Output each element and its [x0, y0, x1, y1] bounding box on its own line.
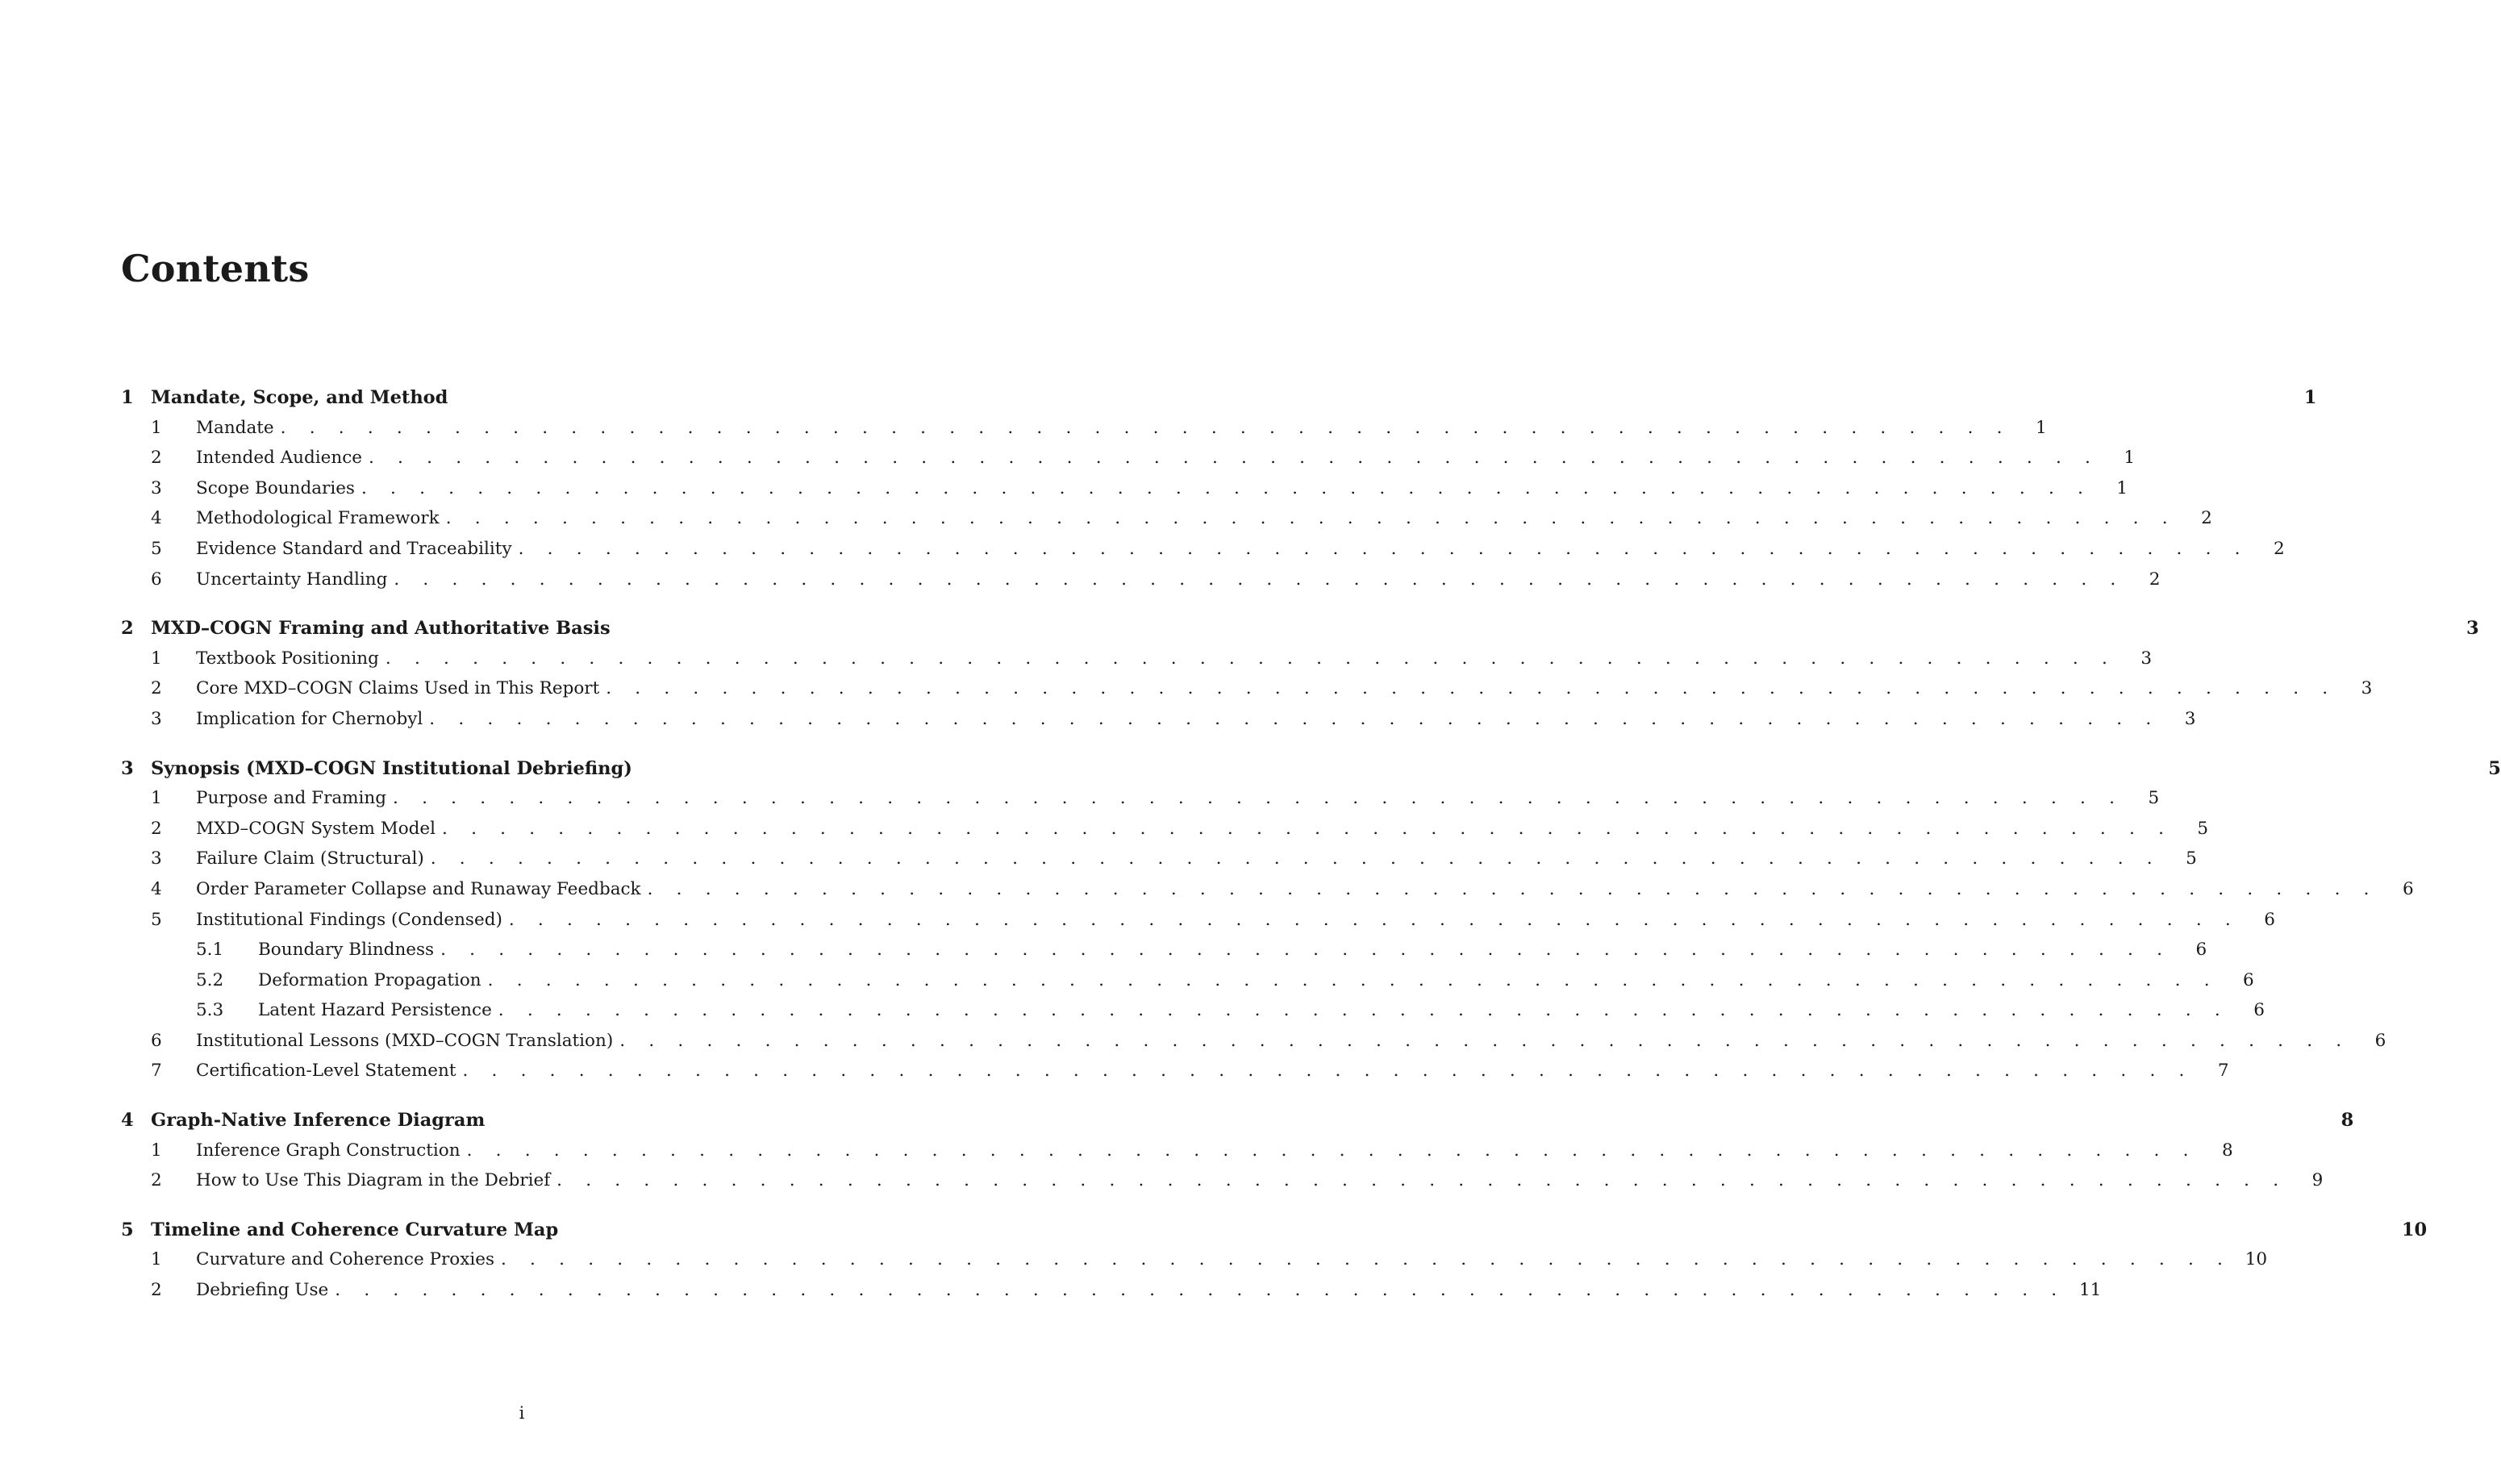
toc-subsection-entry[interactable]	[121, 940, 2207, 970]
entry-number: 4	[121, 1110, 134, 1132]
entry-title: Scope Boundaries	[196, 477, 355, 498]
dot-leader: . . . . . . . . . . . . . . . . . . . . . . . . . . . . . . . . . . . . . . . . . . . . . . . . . . . . . . . . . . . .	[361, 477, 2093, 498]
dot-leader: . . . . . . . . . . . . . . . . . . . . . . . . . . . . . . . . . . . . . . . . . . . . . . . . . . . . . . . . . . . .	[487, 969, 2219, 990]
entry-number: 2	[151, 818, 162, 839]
toc-section-entry[interactable]	[121, 1280, 2102, 1311]
entry-number: 1	[151, 648, 162, 669]
entry-number: 3	[151, 848, 162, 869]
entry-page-number: 6	[2253, 1000, 2265, 1021]
toc-section-entry[interactable]	[121, 648, 2152, 679]
dot-leader: . . . . . . . . . . . . . . . . . . . . . . . . . . . . . . . . . . . . . . . . . . . . . . . . . . . . . . . . . . . .	[430, 848, 2161, 869]
toc-section-entry[interactable]	[121, 788, 2160, 819]
entry-number: 5.2	[196, 969, 224, 990]
toc-chapter-block	[121, 1219, 2428, 1311]
toc-chapter-block	[121, 618, 2479, 739]
entry-page-number: 5	[2186, 848, 2197, 869]
entry-page-number: 6	[2243, 969, 2254, 990]
entry-title: Latent Hazard Persistence	[258, 1000, 492, 1021]
entry-title: Synopsis (MXD–COGN Institutional Debriefing)	[151, 757, 632, 779]
entry-page-number: 5	[2197, 818, 2209, 839]
entry-number: 4	[151, 508, 162, 529]
entry-page-number: 6	[2195, 940, 2207, 961]
entry-page-number: 11	[2078, 1280, 2102, 1301]
toc-section-entry[interactable]	[121, 1140, 2233, 1171]
entry-page-number: 8	[2341, 1110, 2354, 1132]
toc-subsection-entry[interactable]	[121, 969, 2254, 1001]
entry-number: 6	[151, 1030, 162, 1051]
toc-section-entry[interactable]	[121, 1030, 2386, 1061]
toc-chapter-block	[121, 387, 2317, 599]
entry-page-number: 5	[2148, 788, 2160, 809]
entry-number: 7	[151, 1061, 162, 1082]
entry-title: Order Parameter Collapse and Runaway Feedback	[196, 878, 641, 899]
entry-number: 5	[151, 538, 162, 559]
entry-number: 1	[151, 788, 162, 809]
entry-title: Textbook Positioning	[196, 648, 379, 669]
entry-title: Debriefing Use	[196, 1280, 329, 1301]
entry-title: Curvature and Coherence Proxies	[196, 1249, 494, 1270]
dot-leader: . . . . . . . . . . . . . . . . . . . . . . . . . . . . . . . . . . . . . . . . . . . . . . . . . . . . . . . . . . . .	[606, 678, 2337, 699]
entry-title: Timeline and Coherence Curvature Map	[151, 1219, 559, 1240]
entry-page-number: 3	[2184, 708, 2196, 729]
entry-page-number: 1	[2303, 387, 2317, 408]
dot-leader: . . . . . . . . . . . . . . . . . . . . . . . . . . . . . . . . . . . . . . . . . . . . . . . . . . . . . . . . . . . .	[466, 1140, 2198, 1161]
entry-number: 5	[121, 1219, 134, 1240]
entry-number: 2	[151, 1280, 162, 1301]
entry-number: 5.3	[196, 1000, 224, 1021]
toc-chapter-block	[121, 1110, 2354, 1201]
entry-number: 3	[151, 477, 162, 498]
toc-section-entry[interactable]	[121, 448, 2136, 478]
dot-leader: . . . . . . . . . . . . . . . . . . . . . . . . . . . . . . . . . . . . . . . . . . . . . . . . . . . . . . . . . . . .	[556, 1170, 2288, 1191]
entry-title: Mandate, Scope, and Method	[151, 387, 448, 408]
entry-page-number: 2	[2274, 538, 2285, 559]
dot-leader: . . . . . . . . . . . . . . . . . . . . . . . . . . . . . . . . . . . . . . . . . . . . . . . . . . . . . . . . . . . .	[429, 708, 2161, 729]
toc-section-entry[interactable]	[121, 708, 2196, 740]
entry-title: Evidence Standard and Traceability	[196, 538, 512, 559]
entry-page-number: 9	[2311, 1170, 2324, 1191]
toc-section-entry[interactable]	[121, 477, 2128, 509]
entry-page-number: 1	[2036, 417, 2047, 438]
entry-number: 1	[121, 387, 134, 408]
entry-title: MXD–COGN System Model	[196, 818, 436, 839]
dot-leader: . . . . . . . . . . . . . . . . . . . . . . . . . . . . . . . . . . . . . . . . . . . . . . . . . . . . . . . . . . . .	[462, 1061, 2194, 1082]
toc-section-entry[interactable]	[121, 878, 2414, 910]
entry-number: 2	[151, 448, 162, 469]
dot-leader: . . . . . . . . . . . . . . . . . . . . . . . . . . . . . . . . . . . . . . . . . . . . . . . . . . . . . . . . . . . .	[368, 448, 2100, 469]
entry-number: 2	[151, 1170, 162, 1191]
entry-page-number: 3	[2466, 618, 2479, 640]
entry-number: 1	[151, 417, 162, 438]
entry-number: 5.1	[196, 940, 224, 961]
entry-title: Uncertainty Handling	[196, 569, 388, 590]
entry-page-number: 1	[2116, 477, 2128, 498]
entry-page-number: 2	[2201, 508, 2212, 529]
toc-section-entry[interactable]	[121, 678, 2373, 709]
entry-page-number: 7	[2217, 1061, 2229, 1082]
entry-title: Boundary Blindness	[258, 940, 435, 961]
entry-number: 6	[151, 569, 162, 590]
entry-page-number: 10	[2401, 1219, 2428, 1240]
entry-number: 1	[151, 1249, 162, 1270]
entry-title: Intended Audience	[196, 448, 362, 469]
toc-section-entry[interactable]	[121, 569, 2161, 600]
entry-title: Core MXD–COGN Claims Used in This Report	[196, 678, 600, 699]
entry-page-number: 6	[2264, 909, 2275, 930]
entry-title: Inference Graph Construction	[196, 1140, 461, 1161]
dot-leader: . . . . . . . . . . . . . . . . . . . . . . . . . . . . . . . . . . . . . . . . . . . . . . . . . . . . . . . . . . . .	[647, 878, 2378, 899]
toc-section-entry[interactable]	[121, 1249, 2268, 1280]
dot-leader: . . . . . . . . . . . . . . . . . . . . . . . . . . . . . . . . . . . . . . . . . . . . . . . . . . . . . . . . . . . .	[440, 940, 2172, 961]
dot-leader: . . . . . . . . . . . . . . . . . . . . . . . . . . . . . . . . . . . . . . . . . . . . . . . . . . . . . . . . . . . .	[445, 508, 2177, 529]
entry-page-number: 3	[2361, 678, 2373, 699]
dot-leader: . . . . . . . . . . . . . . . . . . . . . . . . . . . . . . . . . . . . . . . . . . . . . . . . . . . . . . . . . . . .	[498, 1000, 2229, 1021]
toc-chapter-entry[interactable]	[121, 387, 2317, 418]
dot-leader: . . . . . . . . . . . . . . . . . . . . . . . . . . . . . . . . . . . . . . . . . . . . . . . . . . . . . . . . . . . .	[508, 909, 2240, 930]
entry-number: 2	[151, 678, 162, 699]
entry-title: Failure Claim (Structural)	[196, 848, 424, 869]
toc-section-entry[interactable]	[121, 818, 2209, 849]
entry-title: MXD–COGN Framing and Authoritative Basis	[151, 618, 611, 640]
entry-number: 1	[151, 1140, 162, 1161]
dot-leader: . . . . . . . . . . . . . . . . . . . . . . . . . . . . . . . . . . . . . . . . . . . . . . . . . . . . . . . . . . . .	[442, 818, 2174, 839]
dot-leader: . . . . . . . . . . . . . . . . . . . . . . . . . . . . . . . . . . . . . . . . . . . . . . . . . . . . . . . . . . . .	[280, 417, 2011, 438]
entry-title: Deformation Propagation	[258, 969, 481, 990]
toc-chapter-entry[interactable]	[121, 1219, 2428, 1250]
entry-title: Institutional Findings (Condensed)	[196, 909, 502, 930]
toc-section-entry[interactable]	[121, 417, 2047, 448]
dot-leader: . . . . . . . . . . . . . . . . . . . . . . . . . . . . . . . . . . . . . . . . . . . . . . . . . . . . . . . . . . . .	[335, 1280, 2066, 1301]
entry-title: Certification-Level Statement	[196, 1061, 456, 1082]
entry-number: 5	[151, 909, 162, 930]
entry-page-number: 1	[2124, 448, 2136, 469]
entry-title: Methodological Framework	[196, 508, 440, 529]
dot-leader: . . . . . . . . . . . . . . . . . . . . . . . . . . . . . . . . . . . . . . . . . . . . . . . . . . . . . . . . . . . .	[518, 538, 2249, 559]
toc-section-entry[interactable]	[121, 848, 2197, 879]
page-number: i	[519, 1403, 525, 1423]
entry-page-number: 10	[2245, 1249, 2268, 1270]
entry-number: 3	[121, 757, 134, 779]
entry-title: Implication for Chernobyl	[196, 708, 423, 729]
entry-title: Purpose and Framing	[196, 788, 387, 809]
toc-chapter-entry[interactable]	[121, 1110, 2354, 1140]
toc-section-entry[interactable]	[121, 1170, 2324, 1201]
entry-page-number: 6	[2374, 1030, 2386, 1051]
entry-number: 3	[151, 708, 162, 729]
page-title: Contents	[121, 247, 310, 290]
entry-page-number: 6	[2402, 878, 2414, 899]
toc-chapter-entry[interactable]	[121, 757, 2501, 789]
entry-number: 2	[121, 618, 134, 640]
entry-page-number: 3	[2140, 648, 2152, 669]
entry-page-number: 2	[2149, 569, 2161, 590]
table-of-contents	[121, 387, 2501, 1329]
entry-number: 4	[151, 878, 162, 899]
toc-section-entry[interactable]	[121, 508, 2212, 539]
dot-leader: . . . . . . . . . . . . . . . . . . . . . . . . . . . . . . . . . . . . . . . . . . . . . . . . . . . . . . . . . . . .	[619, 1030, 2351, 1051]
toc-section-entry[interactable]	[121, 538, 2285, 569]
dot-leader: . . . . . . . . . . . . . . . . . . . . . . . . . . . . . . . . . . . . . . . . . . . . . . . . . . . . . . . . . . . .	[500, 1249, 2232, 1270]
dot-leader: . . . . . . . . . . . . . . . . . . . . . . . . . . . . . . . . . . . . . . . . . . . . . . . . . . . . . . . . . . . .	[393, 788, 2124, 809]
toc-chapter-entry[interactable]	[121, 618, 2479, 648]
entry-title: Institutional Lessons (MXD–COGN Translation)	[196, 1030, 614, 1051]
entry-title: How to Use This Diagram in the Debrief	[196, 1170, 551, 1191]
dot-leader: . . . . . . . . . . . . . . . . . . . . . . . . . . . . . . . . . . . . . . . . . . . . . . . . . . . . . . . . . . . .	[385, 648, 2116, 669]
toc-section-entry[interactable]	[121, 1061, 2229, 1091]
toc-subsection-entry[interactable]	[121, 1000, 2265, 1031]
toc-section-entry[interactable]	[121, 909, 2275, 940]
toc-chapter-block	[121, 757, 2501, 1092]
entry-page-number: 8	[2221, 1140, 2233, 1161]
dot-leader: . . . . . . . . . . . . . . . . . . . . . . . . . . . . . . . . . . . . . . . . . . . . . . . . . . . . . . . . . . . .	[394, 569, 2125, 590]
entry-title: Mandate	[196, 417, 274, 438]
entry-page-number: 5	[2488, 757, 2501, 779]
entry-title: Graph-Native Inference Diagram	[151, 1110, 486, 1132]
